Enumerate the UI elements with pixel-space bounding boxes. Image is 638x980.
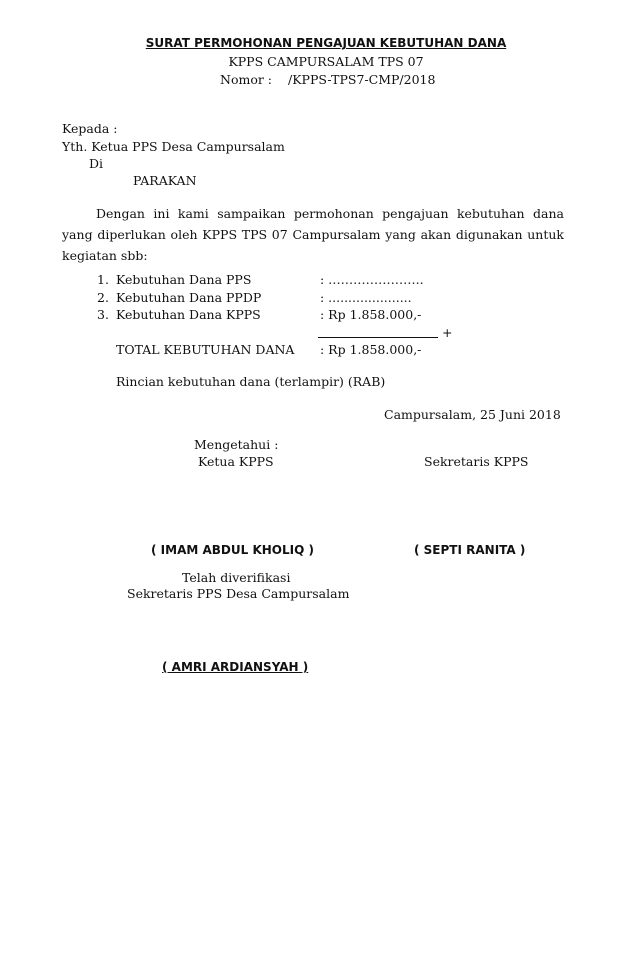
list-item-number: 3. (97, 307, 109, 322)
verified-label: Telah diverifikasi (182, 570, 291, 585)
sum-line (318, 337, 438, 338)
list-item-number: 2. (97, 290, 109, 305)
sekretaris-name: ( SEPTI RANITA ) (414, 543, 526, 557)
kepada-label: Kepada : (62, 121, 118, 136)
pps-name: ( AMRI ARDIANSYAH ) (162, 660, 309, 674)
organization-name: KPPS CAMPURSALAM TPS 07 (228, 54, 424, 69)
letter-title: SURAT PERMOHONAN PENGAJUAN KEBUTUHAN DANA (145, 36, 507, 50)
place-date: Campursalam, 25 Juni 2018 (384, 407, 561, 422)
di-label: Di (89, 156, 104, 171)
nomor-value: /KPPS-TPS7-CMP/2018 (288, 72, 436, 87)
list-item-value: : ..................... (320, 290, 412, 305)
list-item-value: : Rp 1.858.000,- (320, 307, 422, 322)
list-item-value: : ………………….. (320, 272, 424, 287)
list-item-number: 1. (97, 272, 109, 287)
list-item-label: Kebutuhan Dana KPPS (116, 307, 261, 322)
recipient-place: PARAKAN (133, 173, 197, 188)
nomor-label: Nomor : (220, 72, 273, 87)
ketua-name: ( IMAM ABDUL KHOLIQ ) (151, 543, 314, 557)
mengetahui-label: Mengetahui : (194, 437, 279, 452)
total-label: TOTAL KEBUTUHAN DANA (116, 342, 295, 357)
recipient-line: Yth. Ketua PPS Desa Campursalam (62, 139, 285, 154)
sekretaris-title: Sekretaris KPPS (424, 454, 529, 469)
ketua-title: Ketua KPPS (198, 454, 274, 469)
total-value: : Rp 1.858.000,- (320, 342, 422, 357)
rincian-note: Rincian kebutuhan dana (terlampir) (RAB) (116, 374, 386, 389)
body-paragraph: Dengan ini kami sampaikan permohonan pengajuan kebutuhan dana yang diperlukan oleh KPPS TPS 07 Campursalam yang akan digunakan untuk kegiatan sbb: (62, 206, 564, 263)
list-item-label: Kebutuhan Dana PPS (116, 272, 252, 287)
list-item-label: Kebutuhan Dana PPDP (116, 290, 262, 305)
sum-sign: + (442, 325, 453, 340)
pps-title: Sekretaris PPS Desa Campursalam (127, 586, 350, 601)
